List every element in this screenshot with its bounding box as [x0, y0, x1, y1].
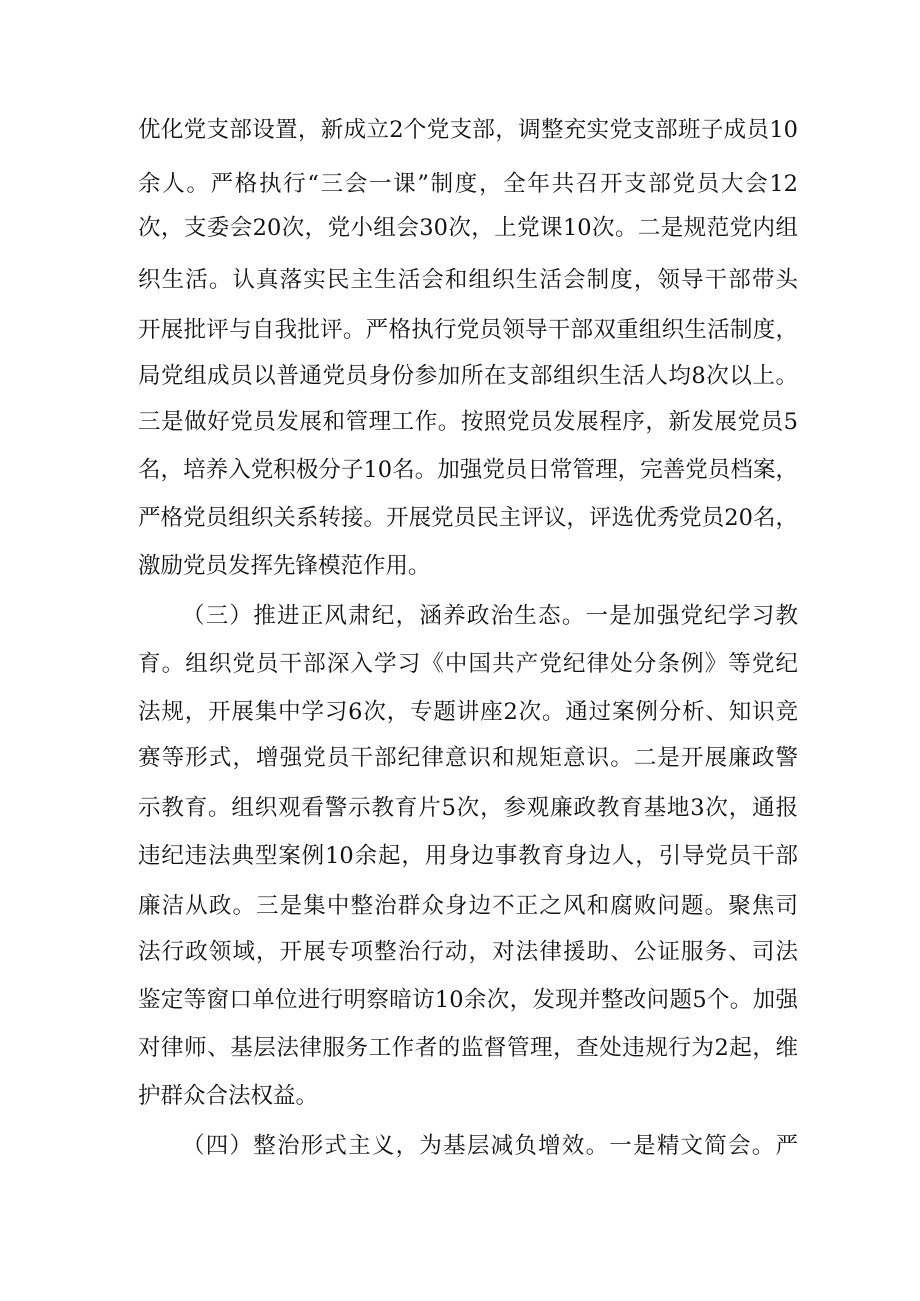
text-line: 法行政领域，开展专项整治行动，对法律援助、公证服务、司法 [138, 939, 798, 965]
text-line: 赛等形式，增强党员干部纪律意识和规矩意识。二是开展廉政警 [138, 745, 798, 771]
text-line: 激励党员发挥先锋模范作用。 [138, 553, 431, 579]
text-line: 法规，开展集中学习6次，专题讲座2次。通过案例分析、知识竞 [138, 699, 798, 725]
text-line: 违纪违法典型案例10余起，用身边事教育身边人，引导党员干部 [138, 843, 798, 869]
section-heading-line: （四）整治形式主义，为基层减负增效。一是精文简会。严 [182, 1133, 798, 1159]
text-line: 三是做好党员发展和管理工作。按照党员发展程序，新发展党员5 [138, 409, 798, 435]
text-line: 示教育。组织观看警示教育片5次，参观廉政教育基地3次，通报 [138, 795, 798, 821]
text-line: 次，支委会20次，党小组会30次，上党课10次。二是规范党内组 [138, 215, 798, 241]
text-line: 名，培养入党积极分子10名。加强党员日常管理，完善党员档案， [138, 457, 798, 483]
text-line: 余人。严格执行“三会一课”制度，全年共召开支部党员大会12 [138, 171, 798, 197]
section-heading-line: （三）推进正风肃纪，涵养政治生态。一是加强党纪学习教 [182, 603, 798, 629]
text-line: 廉洁从政。三是集中整治群众身边不正之风和腐败问题。聚焦司 [138, 893, 798, 919]
text-line: 局党组成员以普通党员身份参加所在支部组织生活人均8次以上。 [138, 363, 798, 389]
text-line: 织生活。认真落实民主生活会和组织生活会制度，领导干部带头 [138, 267, 798, 293]
text-line: 护群众合法权益。 [138, 1083, 319, 1109]
text-line: 对律师、基层法律服务工作者的监督管理，查处违规行为2起，维 [138, 1035, 798, 1061]
text-line: 开展批评与自我批评。严格执行党员领导干部双重组织生活制度， [138, 317, 798, 343]
text-line: 育。组织党员干部深入学习《中国共产党纪律处分条例》等党纪 [138, 651, 798, 677]
text-line: 优化党支部设置，新成立2个党支部，调整充实党支部班子成员10 [138, 117, 798, 143]
text-line: 严格党员组织关系转接。开展党员民主评议，评选优秀党员20名， [138, 505, 798, 531]
text-line: 鉴定等窗口单位进行明察暗访10余次，发现并整改问题5个。加强 [138, 987, 798, 1013]
